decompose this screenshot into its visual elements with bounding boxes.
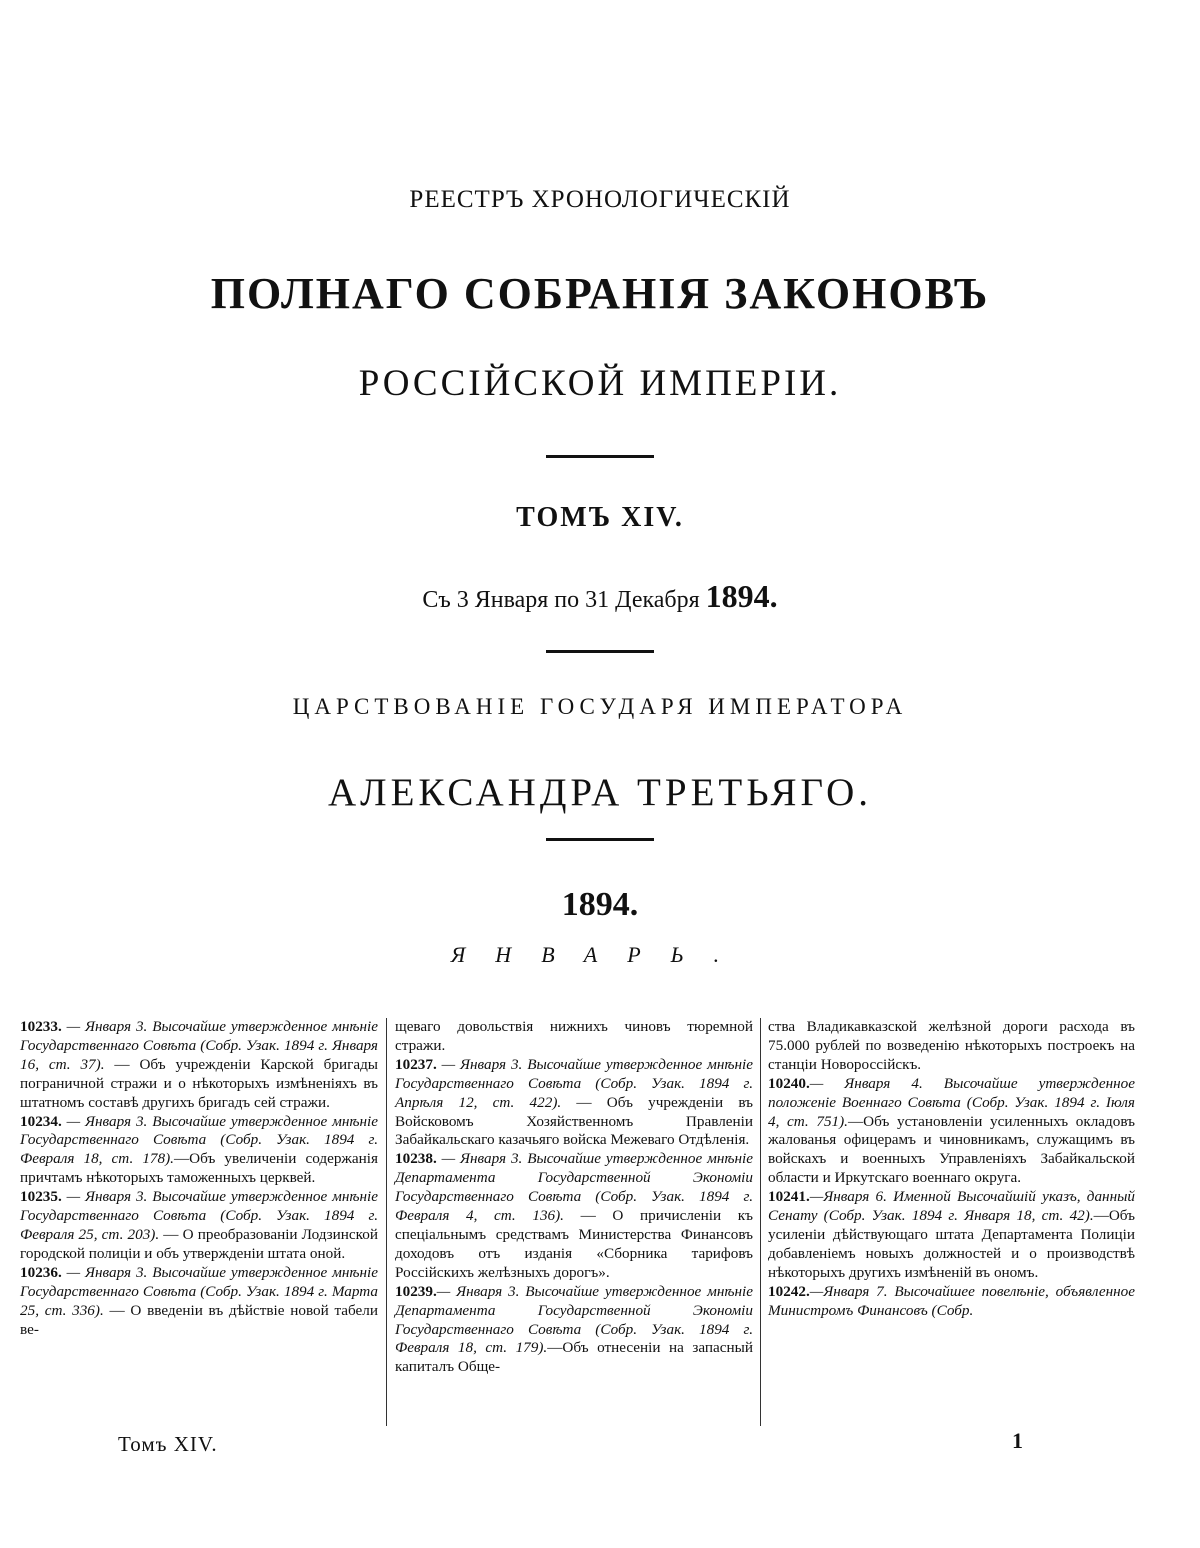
- entry-number: 10238.: [395, 1150, 437, 1168]
- divider-rule: [546, 455, 654, 458]
- page-number: 1: [1012, 1428, 1023, 1453]
- entry-number: 10233.: [20, 1018, 62, 1035]
- register-entry: [768, 1075, 1135, 1188]
- divider-rule: [546, 838, 654, 841]
- month-heading: ЯНВАРЬ.: [450, 942, 750, 967]
- text-column-2: [395, 1018, 753, 1377]
- register-entry: [20, 1188, 378, 1264]
- entry-text: — О причисленіи къ спеціальнымъ средствамъ Министерства Финансовъ доходовъ отъ изданія «Сборника тарифовъ Россійскихъ желѣзныхъ дорогъ».: [395, 1207, 753, 1281]
- register-entry: [20, 1264, 378, 1340]
- column-divider: [386, 1018, 387, 1426]
- entry-source: — Января 3. Высочайше утвержденное мнѣніе Департамента Государственной Экономіи Государственнаго Совѣта (Собр. Узак. 1894 г. Февраля 18, ст. 179).: [395, 1282, 753, 1357]
- register-entry-continued: [768, 1018, 1135, 1075]
- entry-source: — Января 3. Высочайше утвержденное мнѣніе Государственнаго Совѣта (Собр. Узак. 1894 г. Января 16, ст. 37).: [20, 1018, 378, 1073]
- entry-text: ства Владикавказской желѣзной дороги расхода въ 75.000 рублей по возведенію нѣкоторыхъ построекъ на станціи Новороссійскъ.: [768, 1018, 1135, 1073]
- entry-number: 10239.: [395, 1282, 437, 1300]
- register-entry: [20, 1113, 378, 1189]
- entry-number: 10240.: [768, 1074, 810, 1092]
- date-range-text: Съ 3 Января по 31 Декабря: [422, 587, 700, 613]
- reign-title: ЦАРСТВОВАНІЕ ГОСУДАРЯ ИМПЕРАТОРА: [292, 694, 908, 719]
- register-entry: [395, 1056, 753, 1151]
- entry-text: —Объ увеличеніи содержанія причтамъ нѣкоторыхъ таможенныхъ церквей.: [20, 1150, 378, 1187]
- register-entry: [395, 1283, 753, 1378]
- text-column-1: [20, 1018, 378, 1339]
- entry-text: — О преобразованіи Лодзинской городской полиціи и объ утвержденіи штата оной.: [20, 1225, 378, 1262]
- register-title: РЕЕСТРЪ ХРОНОЛОГИЧЕСКІЙ: [409, 186, 791, 213]
- divider-rule: [546, 650, 654, 653]
- entry-text: —Объ отнесеніи на запасный капиталъ Обще-: [395, 1339, 753, 1376]
- entry-source: — Января 3. Высочайше утвержденное мнѣніе Департамента Государственной Экономіи Государственнаго Совѣта (Собр. Узак. 1894 г. Февраля 4, ст. 136).: [395, 1150, 753, 1225]
- entry-number: 10241.: [768, 1188, 810, 1206]
- entry-number: 10237.: [395, 1055, 437, 1073]
- register-entry: [768, 1283, 1135, 1321]
- entry-number: 10236.: [20, 1263, 62, 1281]
- emperor-title: АЛЕКСАНДРА ТРЕТЬЯГО.: [327, 771, 873, 814]
- entry-text: щеваго довольствія нижнихъ чиновъ тюремной стражи.: [395, 1018, 753, 1054]
- entry-source: —Января 7. Высочайшее повелѣніе, объявленное Министромъ Финансовъ (Собр.: [768, 1282, 1135, 1319]
- register-entry: [395, 1150, 753, 1282]
- entry-text: —Объ установленіи усиленныхъ окладовъ жалованья офицерамъ и чиновникамъ, служащимъ въ войскахъ и военныхъ Управленіяхъ Забайкальской области и Иркутскаго военнаго округа.: [768, 1112, 1135, 1187]
- entry-number: 10242.: [768, 1282, 810, 1300]
- entry-source: — Января 3. Высочайше утвержденное мнѣніе Государственнаго Совѣта (Собр. Узак. 1894 г. Апрѣля 12, ст. 422).: [395, 1055, 753, 1111]
- entry-text: — Объ учрежденіи въ Войсковомъ Хозяйственномъ Правленіи Забайкальскаго казачьяго войска Межеваго Отдѣленія.: [395, 1093, 753, 1149]
- register-entry: [20, 1018, 378, 1113]
- entry-source: — Января 3. Высочайше утвержденное мнѣніе Государственнаго Совѣта (Собр. Узак. 1894 г. Февраля 25, ст. 203).: [20, 1188, 378, 1243]
- entry-source: — Января 4. Высочайше утвержденное положеніе Военнаго Совѣта (Собр. Узак. 1894 г. Іюля 4, ст. 751).: [768, 1074, 1135, 1130]
- column-divider: [760, 1018, 761, 1426]
- date-range-year: 1894.: [705, 578, 778, 614]
- text-column-3: [768, 1018, 1135, 1321]
- entry-source: — Января 3. Высочайше утвержденное мнѣніе Государственнаго Совѣта (Собр. Узак. 1894 г. Марта 25, ст. 336).: [20, 1263, 378, 1319]
- volume-title: ТОМЪ XIV.: [516, 502, 684, 533]
- year-heading: 1894.: [561, 886, 639, 923]
- entry-number: 10235.: [20, 1188, 62, 1206]
- entry-text: —Объ усиленіи дѣйствующаго штата Департамента Полиціи добавленіемъ новыхъ должностей и о производствѣ нѣкоторыхъ другихъ измѣненій въ ономъ.: [768, 1207, 1135, 1281]
- entry-source: —Января 6. Именной Высочайшій указъ, данный Сенату (Собр. Узак. 1894 г. Января 18, ст. 42).: [768, 1188, 1135, 1225]
- footer-volume: Томъ XIV.: [118, 1432, 218, 1456]
- register-entry: [768, 1188, 1135, 1283]
- register-entry-continued: [395, 1018, 753, 1056]
- entry-text: — Объ учрежденіи Карской бригады пограничной стражи и о нѣкоторыхъ измѣненіяхъ въ штатномъ составѣ другихъ бригадъ сей стражи.: [20, 1055, 378, 1111]
- collection-title: ПОЛНАГО СОБРАНІЯ ЗАКОНОВЪ: [210, 269, 990, 318]
- empire-title: РОССІЙСКОЙ ИМПЕРІИ.: [358, 363, 842, 404]
- entry-number: 10234.: [20, 1112, 62, 1130]
- entry-source: — Января 3. Высочайше утвержденное мнѣніе Государственнаго Совѣта (Собр. Узак. 1894 г. Февраля 18, ст. 178).: [20, 1112, 378, 1168]
- date-range: [0, 578, 1200, 615]
- entry-text: — О введеніи въ дѣйствіе новой табели ве-: [20, 1301, 379, 1338]
